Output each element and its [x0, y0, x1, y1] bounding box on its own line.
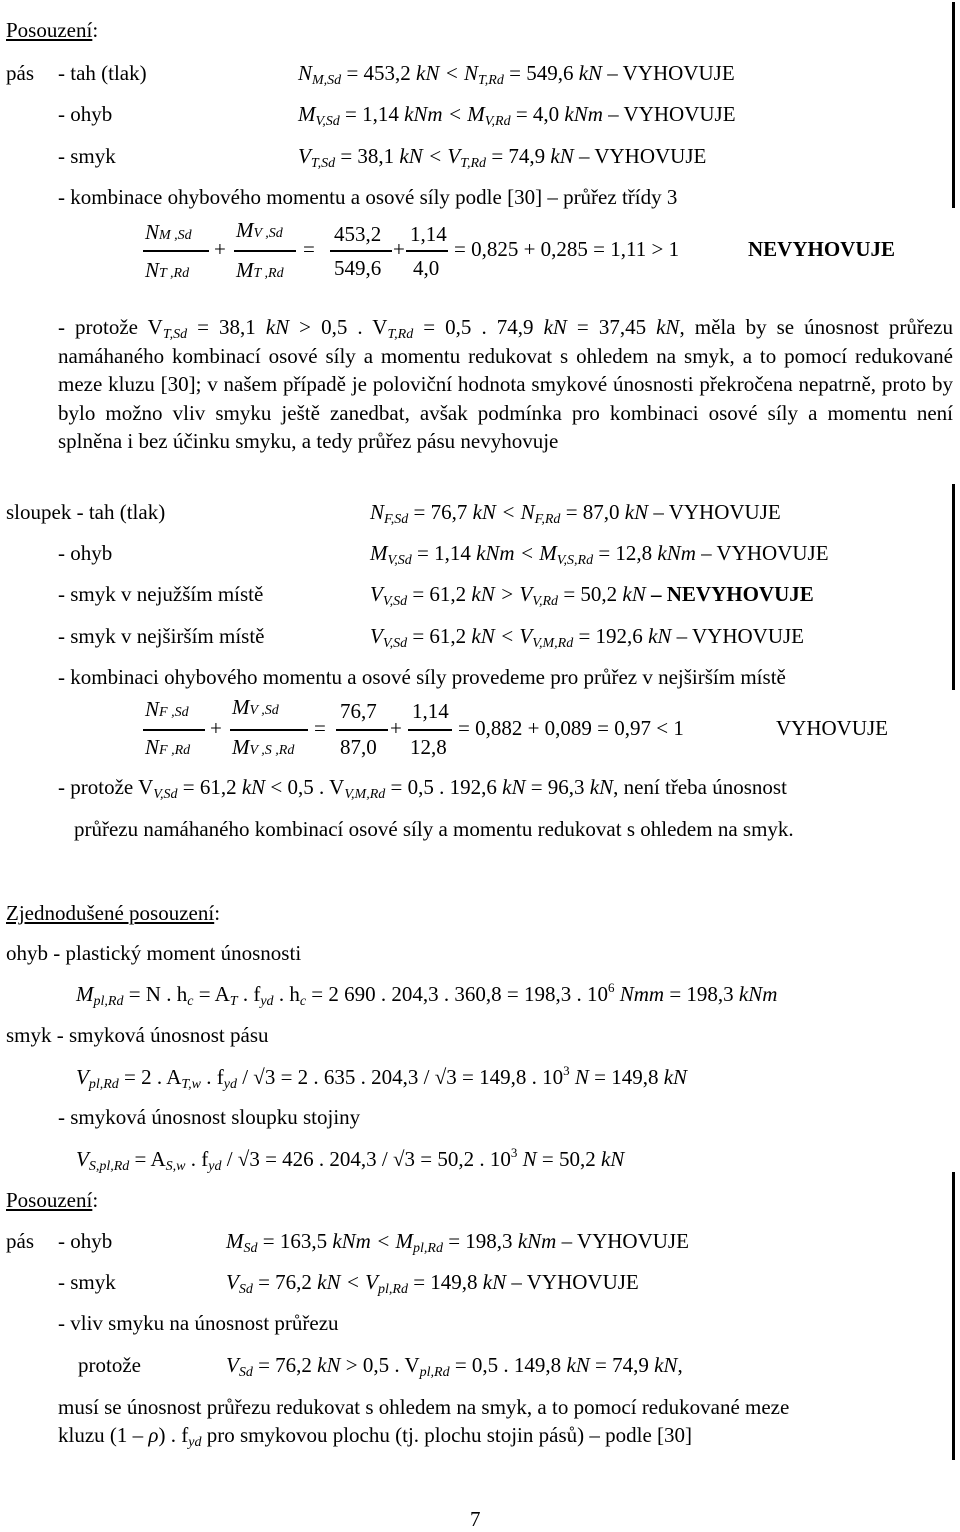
kombinace-label: - kombinace ohybového momentu a osové síly podle [30] – průřez třídy 3	[58, 185, 678, 209]
musi-line-2: kluzu (1 – ρ) . $f_{yd}$ pro smykovou plochu (tj. plochu stojin pásů) – podle [30]	[58, 1423, 692, 1450]
plasticky-label: ohyb - plastický moment únosnosti	[6, 941, 302, 965]
protoze-line-2: - protože $V_{V,Sd} = 61,2$ kN < 0,5 . $V_{V,M,Rd} = 0,5$ . 192,6 kN = 96,3 kN, není třeba únosnost	[58, 775, 787, 802]
protoze-check-4: $V_{Sd} = 76,2$ kN > 0,5 . $V_{pl,Rd} = 0,5$ . 149,8 kN = 74,9 kN,	[226, 1353, 683, 1380]
smyk-nejsirsi-label: - smyk v nejširším místě	[58, 624, 265, 648]
vliv-smyku-label: - vliv smyku na únosnost průřezu	[58, 1311, 339, 1335]
pas-smyk-label: - smyk	[58, 1270, 116, 1294]
ohyb-check: $M_{V,Sd} = 1,14$ kNm < $M_{V,Rd} = 4,0$ kNm – VYHOVUJE	[298, 102, 736, 129]
protoze-line-2b: průřezu namáhaného kombinací osové síly a momentu redukovat s ohledem na smyk.	[74, 817, 794, 841]
smyk-nejsirsi-check: $V_{V,Sd} = 61,2$ kN < $V_{V,M,Rd} = 192,6$ kN – VYHOVUJE	[370, 624, 805, 651]
sloupek-ohyb-check: $M_{V,Sd} = 1,14$ kNm < $M_{V,S,Rd} = 12,8$ kNm – VYHOVUJE	[370, 541, 829, 568]
smykova-pas-label: smyk - smyková únosnost pásu	[6, 1023, 269, 1047]
margin-bar-3	[952, 1172, 955, 1460]
protoze-label-4: protože	[78, 1353, 141, 1377]
pas-ohyb-label: - ohyb	[58, 1229, 113, 1253]
heading-zjednodusene: Zjednodušené posouzení:	[6, 901, 221, 925]
vpl-formula: $V_{pl,Rd} = 2$ . $A_{T,w}$ . $f_{yd} / √3 = 2$ . 635 . 204,3 / √3 = 149,8 . $10^3$ N = 149,8 kN	[76, 1063, 688, 1092]
kombinaci-label: - kombinaci ohybového momentu a osové síly provedeme pro průřez v nejširším místě	[58, 665, 786, 689]
pas-smyk-check: $V_{Sd} = 76,2$ kN < $V_{pl,Rd} = 149,8$ kN – VYHOVUJE	[226, 1270, 639, 1297]
tah-label: - tah (tlak)	[58, 61, 147, 85]
ohyb-label: - ohyb	[58, 102, 113, 126]
sloupek-tah-check: $N_{F,Sd} = 76,7$ kN < $N_{F,Rd} = 87,0$ kN – VYHOVUJE	[370, 500, 781, 527]
mpl-formula: $M_{pl,Rd} = N$ . $h_c = A_T$ . $f_{yd}$ . $h_c = 2$ 690 . 204,3 . 360,8 = 198,3 . $10^6$ Nmm = 198,3 kNm	[76, 980, 778, 1009]
smykova-sloupek-label: - smyková únosnost sloupku stojiny	[58, 1105, 361, 1129]
musi-line-1: musí se únosnost průřezu redukovat s ohledem na smyk, a to pomocí redukované meze	[58, 1395, 790, 1419]
smyk-check: $V_{T,Sd} = 38,1$ kN < $V_{T,Rd} = 74,9$ kN – VYHOVUJE	[298, 144, 707, 171]
pas-ohyb-check: $M_{Sd} = 163,5$ kNm < $M_{pl,Rd} = 198,3$ kNm – VYHOVUJE	[226, 1229, 689, 1256]
margin-bar-1	[952, 2, 955, 208]
protoze-paragraph-1: - protože $V_{T,Sd} = 38,1$ kN > 0,5 . $V_{T,Rd} = 0,5$ . 74,9 kN = 37,45 kN, měla by se únosnost průřezu namáhaného kombinací osové síly a momentu redukovat s ohledem na smyk, a to pomocí redukované meze kluzu [30]; v našem případě je poloviční hodnota smykové únosnosti překročena nepatrně, proto by bylo možno vliv smyku ještě zanedbat, avšak podmínka pro kombinaci osové síly a momentu není splněna i bez účinku smyku, a tedy průřez pásu nevyhovuje	[58, 315, 954, 453]
tah-check: $N_{M,Sd} = 453,2$ kN < $N_{T,Rd} = 549,6$ kN – VYHOVUJE	[298, 61, 735, 88]
smyk-nejuzsi-check: $V_{V,Sd} = 61,2$ kN > $V_{V,Rd} = 50,2$ kN – NEVYHOVUJE	[370, 582, 814, 609]
heading-posouzeni-2: Posouzení:	[6, 1188, 99, 1212]
smyk-nejuzsi-label: - smyk v nejužším místě	[58, 582, 264, 606]
vs-formula: $V_{S,pl,Rd} = A_{S,w}$ . $f_{yd} / √3 = 426$ . 204,3 / √3 = 50,2 . $10^3$ N = 50,2 kN	[76, 1145, 625, 1174]
margin-bar-2	[952, 484, 955, 690]
page-number: 7	[470, 1507, 481, 1531]
heading-posouzeni-1: Posouzení:	[6, 18, 99, 42]
pas-label: pás	[6, 61, 34, 85]
smyk-label: - smyk	[58, 144, 116, 168]
pas-label-2: pás	[6, 1229, 34, 1253]
sloupek-label: sloupek - tah (tlak)	[6, 500, 166, 524]
sloupek-ohyb-label: - ohyb	[58, 541, 113, 565]
